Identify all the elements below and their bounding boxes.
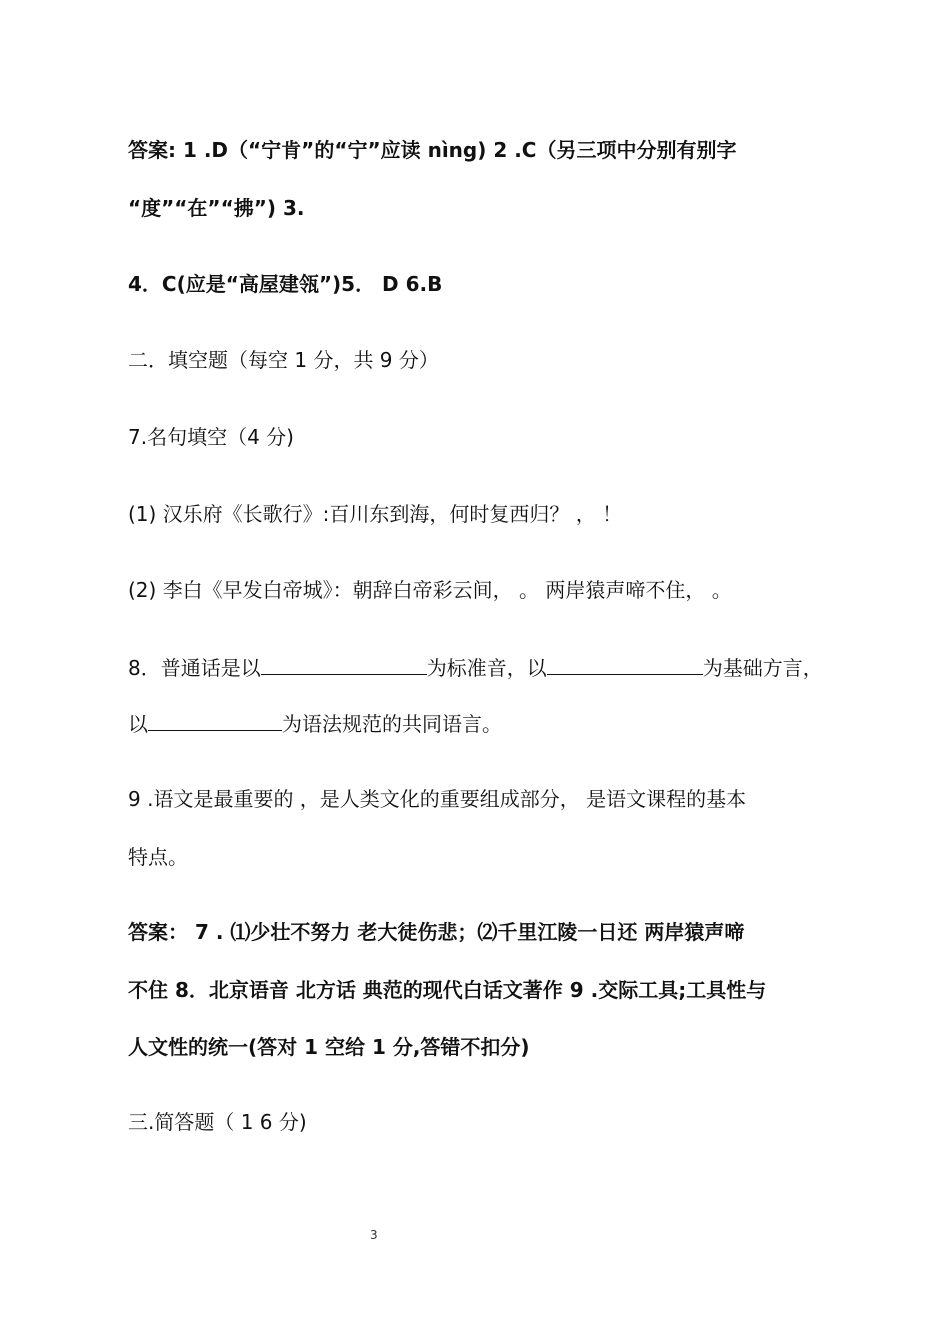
answer-2-line-2: 不住 8．北京语音 北方话 典范的现代白话文著作 9 .交际工具;工具性与 <box>128 978 767 1002</box>
fill-blank-1[interactable] <box>261 652 427 675</box>
page-number: 3 <box>370 1228 378 1242</box>
question-9-line-2: 特点。 <box>128 845 188 869</box>
question-9-line-1: 9 .语文是最重要的 ，是人类文化的重要组成部分， 是语文课程的基本 <box>128 787 747 811</box>
answer-1-line-3: 4．C(应是“高屋建瓴”)5． D 6.B <box>128 272 443 296</box>
answer-2-line-3: 人文性的统一(答对 1 空给 1 分,答错不扣分) <box>128 1035 530 1059</box>
answer-1-line-2: “度”“在”“拂”) 3. <box>128 196 305 220</box>
question-8-line-1 <box>128 652 823 682</box>
question-8-line-2 <box>128 708 502 738</box>
question-8-text-1: 8．普通话是以 <box>128 656 261 680</box>
section-3-heading: 三.简答题（ 1 6 分) <box>128 1110 307 1134</box>
section-2-heading: 二．填空题（每空 1 分，共 9 分） <box>128 348 439 372</box>
question-8-text-5: 为语法规范的共同语言。 <box>282 712 502 736</box>
fill-blank-3[interactable] <box>148 708 282 731</box>
question-7-title: 7.名句填空（4 分) <box>128 425 294 449</box>
question-7-2: (2) 李白《早发白帝城》：朝辞白帝彩云间， 。 两岸猿声啼不住， 。 <box>128 578 732 602</box>
answer-2-line-1: 答案： 7 . ⑴少壮不努力 老大徒伤悲；⑵千里江陵一日还 两岸猿声啼 <box>128 920 745 944</box>
fill-blank-2[interactable] <box>547 652 703 675</box>
question-8-text-4: 以 <box>128 712 148 736</box>
question-7-1: (1) 汉乐府《长歌行》:百川东到海，何时复西归？ ， ！ <box>128 502 623 526</box>
question-8-text-3: 为基础方言， <box>702 656 823 680</box>
answer-1-line-1: 答案: 1 .D（“宁肯”的“宁”应读 nìng) 2 .C（另三项中分别有别字 <box>128 138 737 162</box>
question-8-text-2: 为标准音，以 <box>426 656 547 680</box>
